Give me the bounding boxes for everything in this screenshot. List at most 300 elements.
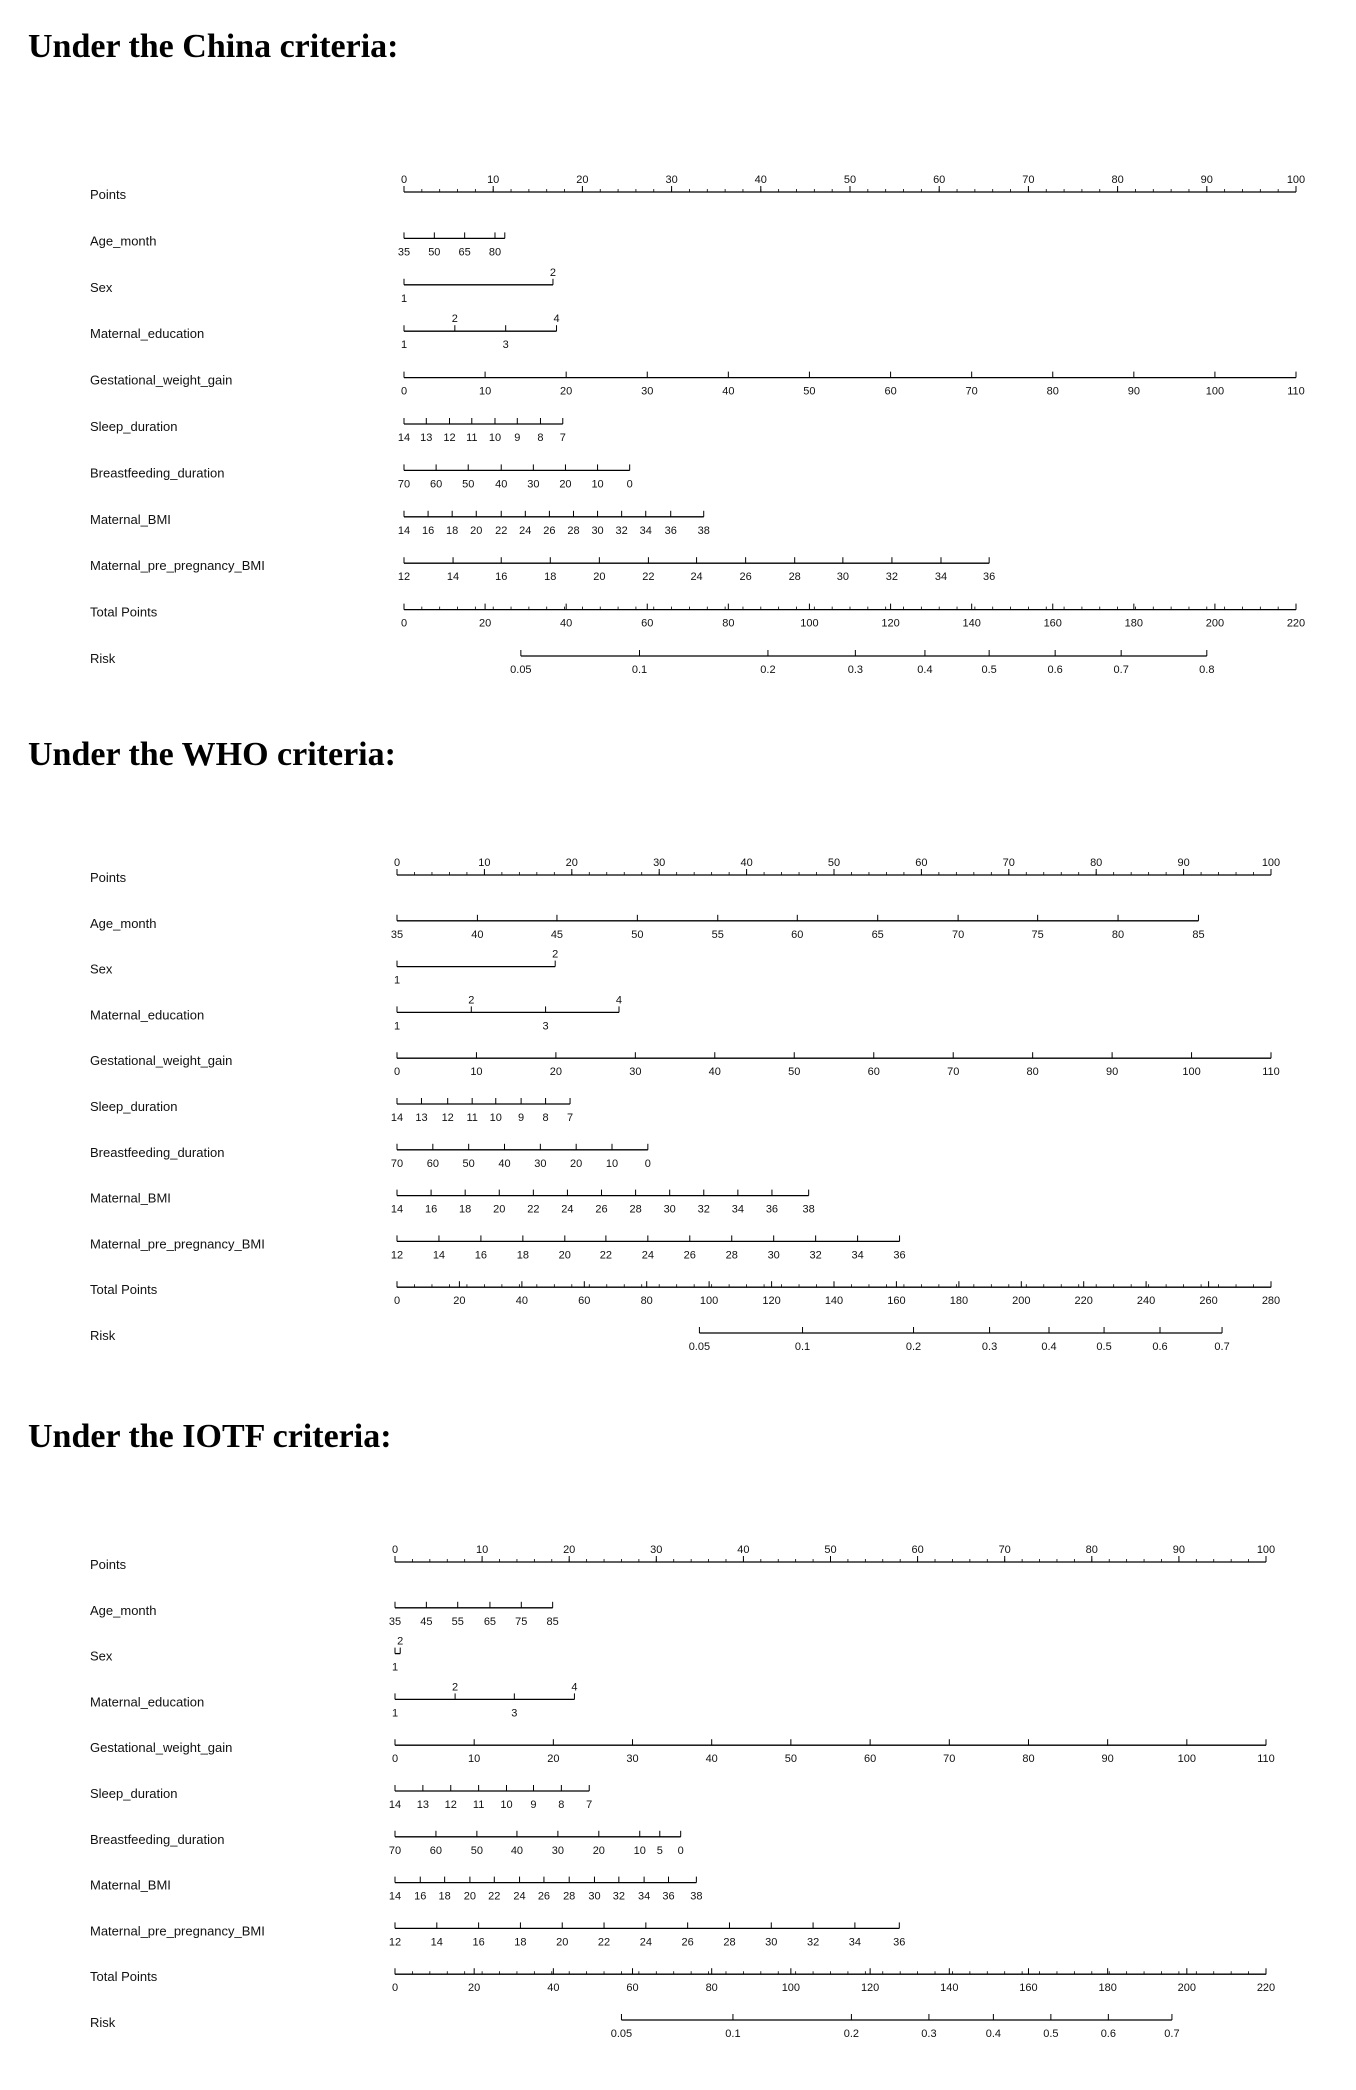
heading-iotf: Under the IOTF criteria: [28, 1418, 392, 1455]
row-sex [90, 1636, 403, 1674]
tick-label-points: 50 [827, 857, 841, 869]
tick-label-gestational-weight-gain: 90 [1105, 1066, 1119, 1079]
tick-label-sleep-duration: 10 [489, 1112, 502, 1124]
tick-label-sleep-duration: 14 [397, 432, 411, 444]
tick-label-breastfeeding-duration: 10 [633, 1844, 646, 1857]
row-gestational-weight-gain [90, 372, 1305, 398]
tick-label-gestational-weight-gain: 70 [965, 385, 978, 398]
tick-label-age-month: 75 [1031, 928, 1044, 941]
row-label-total-points: Total Points [90, 1969, 158, 1985]
tick-label-gestational-weight-gain: 100 [1177, 1753, 1197, 1766]
tick-label-total-points: 0 [400, 617, 408, 630]
tick-label-maternal-education: 1 [400, 339, 408, 352]
tick-label-total-points: 40 [560, 617, 573, 630]
tick-label-risk: 0.7 [1164, 2028, 1180, 2040]
row-risk [90, 2014, 1180, 2040]
tick-label-maternal-pre-pregnancy-bmi: 16 [474, 1249, 488, 1262]
tick-label-maternal-education: 2 [452, 1681, 459, 1694]
tick-label-breastfeeding-duration: 70 [388, 1844, 402, 1857]
row-maternal-pre-pregnancy-bmi [90, 557, 995, 583]
row-maternal-education [90, 313, 560, 351]
row-label-breastfeeding-duration: Breastfeeding_duration [90, 1831, 225, 1847]
tick-label-gestational-weight-gain: 60 [884, 385, 897, 398]
tick-label-risk: 0.8 [1199, 664, 1215, 676]
tick-label-gestational-weight-gain: 30 [629, 1066, 642, 1079]
row-label-age-month: Age_month [90, 1602, 157, 1618]
tick-label-maternal-pre-pregnancy-bmi: 34 [934, 571, 948, 584]
tick-label-age-month: 35 [390, 928, 404, 941]
row-points [90, 1544, 1275, 1572]
tick-label-gestational-weight-gain: 40 [708, 1066, 721, 1079]
row-label-maternal-education: Maternal_education [90, 1007, 205, 1023]
tick-label-gestational-weight-gain: 80 [1022, 1753, 1035, 1766]
tick-label-maternal-bmi: 22 [527, 1203, 540, 1216]
tick-label-points: 90 [1172, 1544, 1186, 1556]
tick-label-maternal-education: 1 [391, 1707, 399, 1720]
tick-label-gestational-weight-gain: 50 [788, 1066, 801, 1079]
tick-label-points: 10 [487, 174, 500, 186]
tick-label-points: 60 [933, 174, 946, 186]
tick-label-maternal-bmi: 30 [588, 1890, 601, 1903]
tick-label-sex: 1 [391, 1661, 399, 1674]
tick-label-total-points: 280 [1261, 1295, 1281, 1308]
tick-label-sleep-duration: 12 [441, 1112, 454, 1124]
tick-label-breastfeeding-duration: 30 [527, 478, 540, 491]
tick-label-maternal-pre-pregnancy-bmi: 30 [836, 571, 849, 584]
tick-label-total-points: 160 [1043, 617, 1062, 630]
row-sleep-duration [90, 1098, 573, 1124]
tick-label-maternal-bmi: 24 [513, 1890, 526, 1903]
tick-label-total-points: 180 [1098, 1982, 1117, 1995]
tick-label-risk: 0.4 [985, 2028, 1002, 2040]
row-sex [90, 267, 556, 305]
tick-label-sleep-duration: 13 [420, 432, 433, 444]
tick-label-maternal-pre-pregnancy-bmi: 14 [432, 1249, 446, 1262]
tick-label-gestational-weight-gain: 80 [1026, 1066, 1039, 1079]
tick-label-gestational-weight-gain: 100 [1182, 1066, 1201, 1079]
tick-label-maternal-pre-pregnancy-bmi: 18 [514, 1936, 527, 1949]
tick-label-risk: 0.5 [1043, 2028, 1059, 2040]
tick-label-age-month: 75 [515, 1615, 528, 1628]
row-label-sleep-duration: Sleep_duration [90, 419, 178, 434]
tick-label-gestational-weight-gain: 100 [1205, 385, 1225, 398]
row-age-month [90, 232, 505, 258]
tick-label-points: 80 [1085, 1544, 1098, 1556]
tick-label-points: 60 [915, 857, 928, 869]
row-breastfeeding-duration [90, 1144, 651, 1170]
tick-label-sleep-duration: 7 [566, 1112, 574, 1124]
tick-label-age-month: 65 [871, 928, 884, 941]
tick-label-points: 90 [1177, 857, 1190, 869]
tick-label-maternal-bmi: 36 [664, 524, 677, 537]
tick-label-total-points: 80 [705, 1982, 718, 1995]
row-label-points: Points [90, 870, 127, 885]
tick-label-total-points: 0 [393, 1295, 401, 1308]
tick-label-gestational-weight-gain: 30 [641, 385, 654, 398]
tick-label-age-month: 45 [420, 1615, 433, 1628]
tick-label-total-points: 20 [453, 1295, 466, 1308]
tick-label-maternal-pre-pregnancy-bmi: 28 [725, 1249, 738, 1262]
tick-label-total-points: 200 [1205, 617, 1225, 630]
heading-who: Under the WHO criteria: [28, 736, 396, 773]
tick-label-maternal-bmi: 38 [690, 1890, 703, 1903]
tick-label-points: 70 [1002, 857, 1015, 869]
tick-label-total-points: 80 [722, 617, 735, 630]
row-gestational-weight-gain [90, 1052, 1280, 1078]
tick-label-total-points: 20 [468, 1982, 481, 1995]
tick-label-maternal-education: 3 [542, 1020, 549, 1033]
tick-label-risk: 0.2 [905, 1341, 922, 1353]
row-label-sex: Sex [90, 279, 113, 295]
tick-label-sex: 1 [400, 292, 408, 305]
tick-label-risk: 0.6 [1047, 664, 1063, 676]
tick-label-points: 60 [911, 1544, 924, 1556]
tick-label-age-month: 40 [471, 928, 484, 941]
row-label-age-month: Age_month [90, 915, 157, 931]
tick-label-total-points: 160 [887, 1295, 906, 1308]
row-age-month [90, 915, 1205, 941]
row-label-sex: Sex [90, 961, 113, 977]
tick-label-gestational-weight-gain: 40 [705, 1753, 718, 1766]
tick-label-breastfeeding-duration: 60 [426, 1157, 439, 1170]
row-label-maternal-education: Maternal_education [90, 326, 205, 342]
tick-label-points: 20 [565, 857, 578, 869]
tick-label-gestational-weight-gain: 30 [626, 1753, 639, 1766]
tick-label-total-points: 220 [1074, 1295, 1093, 1308]
tick-label-points: 100 [1261, 857, 1281, 869]
tick-label-gestational-weight-gain: 50 [784, 1753, 797, 1766]
tick-label-maternal-pre-pregnancy-bmi: 18 [544, 571, 557, 584]
tick-label-maternal-education: 2 [468, 994, 475, 1007]
tick-label-maternal-pre-pregnancy-bmi: 36 [893, 1249, 906, 1262]
tick-label-sleep-duration: 8 [537, 432, 544, 444]
tick-label-sleep-duration: 9 [514, 432, 521, 444]
tick-label-maternal-bmi: 14 [397, 524, 411, 537]
row-label-risk: Risk [90, 1328, 116, 1343]
tick-label-maternal-bmi: 28 [563, 1890, 576, 1903]
tick-label-sleep-duration: 14 [390, 1112, 404, 1124]
tick-label-total-points: 260 [1199, 1295, 1218, 1308]
tick-label-breastfeeding-duration: 40 [495, 478, 508, 491]
tick-label-points: 70 [1022, 174, 1035, 186]
row-points [90, 857, 1280, 885]
tick-label-risk: 0.2 [843, 2028, 860, 2040]
row-maternal-bmi [90, 511, 710, 537]
tick-label-gestational-weight-gain: 60 [867, 1066, 880, 1079]
tick-label-maternal-pre-pregnancy-bmi: 18 [516, 1249, 529, 1262]
tick-label-maternal-pre-pregnancy-bmi: 28 [723, 1936, 736, 1949]
tick-label-age-month: 55 [711, 928, 724, 941]
row-age-month [90, 1602, 559, 1628]
tick-label-risk: 0.4 [1041, 1341, 1057, 1353]
row-label-maternal-pre-pregnancy-bmi: Maternal_pre_pregnancy_BMI [90, 1236, 265, 1252]
tick-label-total-points: 60 [578, 1295, 591, 1308]
tick-label-breastfeeding-duration: 40 [510, 1844, 524, 1857]
tick-label-maternal-bmi: 14 [390, 1203, 404, 1216]
tick-label-maternal-bmi: 24 [519, 524, 532, 537]
tick-label-breastfeeding-duration: 70 [390, 1157, 404, 1170]
tick-label-total-points: 120 [762, 1295, 781, 1308]
tick-label-risk: 0.2 [760, 664, 776, 676]
tick-label-age-month: 35 [397, 246, 411, 259]
tick-label-maternal-bmi: 36 [765, 1203, 779, 1216]
tick-label-gestational-weight-gain: 20 [547, 1753, 560, 1766]
row-risk [90, 650, 1214, 676]
tick-label-total-points: 40 [515, 1295, 529, 1308]
tick-label-maternal-pre-pregnancy-bmi: 26 [681, 1936, 694, 1949]
tick-label-maternal-pre-pregnancy-bmi: 20 [556, 1936, 569, 1949]
tick-label-gestational-weight-gain: 10 [478, 385, 492, 398]
row-breastfeeding-duration [90, 1831, 684, 1857]
tick-label-risk: 0.5 [1096, 1341, 1112, 1353]
row-total-points [90, 604, 1305, 630]
tick-label-points: 30 [653, 857, 666, 869]
tick-label-gestational-weight-gain: 60 [864, 1753, 877, 1766]
tick-label-maternal-pre-pregnancy-bmi: 34 [851, 1249, 864, 1262]
tick-label-maternal-education: 2 [451, 313, 458, 326]
tick-label-gestational-weight-gain: 40 [722, 385, 735, 398]
tick-label-maternal-bmi: 20 [470, 524, 483, 537]
tick-label-gestational-weight-gain: 10 [470, 1066, 483, 1079]
tick-label-maternal-pre-pregnancy-bmi: 12 [397, 571, 411, 584]
row-label-total-points: Total Points [90, 1282, 158, 1298]
tick-label-maternal-bmi: 32 [615, 524, 628, 537]
nomogram-iotf [0, 1520, 1356, 2090]
row-label-maternal-bmi: Maternal_BMI [90, 1877, 171, 1893]
tick-label-sleep-duration: 11 [472, 1799, 485, 1811]
tick-label-maternal-bmi: 26 [595, 1203, 608, 1216]
tick-label-breastfeeding-duration: 30 [534, 1157, 547, 1170]
tick-label-maternal-pre-pregnancy-bmi: 26 [683, 1249, 696, 1262]
tick-label-maternal-bmi: 28 [567, 524, 580, 537]
tick-label-gestational-weight-gain: 20 [549, 1066, 563, 1079]
tick-label-gestational-weight-gain: 70 [943, 1753, 956, 1766]
tick-label-breastfeeding-duration: 0 [677, 1844, 684, 1857]
tick-label-maternal-bmi: 14 [388, 1890, 402, 1903]
tick-label-maternal-education: 1 [393, 1020, 401, 1033]
tick-label-points: 50 [824, 1544, 837, 1556]
tick-label-maternal-pre-pregnancy-bmi: 24 [690, 571, 703, 584]
tick-label-breastfeeding-duration: 50 [470, 1844, 483, 1857]
tick-label-maternal-bmi: 38 [697, 524, 710, 537]
tick-label-sleep-duration: 13 [415, 1112, 428, 1124]
tick-label-maternal-pre-pregnancy-bmi: 12 [388, 1936, 402, 1949]
tick-label-age-month: 80 [488, 246, 502, 259]
tick-label-gestational-weight-gain: 70 [947, 1066, 960, 1079]
tick-label-total-points: 100 [800, 617, 819, 630]
row-label-sex: Sex [90, 1648, 113, 1664]
tick-label-risk: 0.05 [688, 1341, 711, 1353]
tick-label-breastfeeding-duration: 20 [559, 478, 572, 491]
tick-label-breastfeeding-duration: 50 [462, 1157, 475, 1170]
tick-label-maternal-pre-pregnancy-bmi: 26 [739, 571, 752, 584]
tick-label-sleep-duration: 7 [559, 432, 566, 444]
tick-label-maternal-pre-pregnancy-bmi: 20 [593, 571, 606, 584]
tick-label-maternal-bmi: 32 [697, 1203, 710, 1216]
tick-label-maternal-pre-pregnancy-bmi: 16 [472, 1936, 485, 1949]
row-label-sleep-duration: Sleep_duration [90, 1099, 178, 1114]
tick-label-age-month: 85 [1192, 928, 1205, 941]
tick-label-maternal-pre-pregnancy-bmi: 36 [893, 1936, 906, 1949]
tick-label-maternal-bmi: 24 [561, 1203, 574, 1216]
tick-label-sleep-duration: 12 [444, 1799, 457, 1811]
tick-label-total-points: 60 [641, 617, 654, 630]
row-label-risk: Risk [90, 2015, 116, 2030]
tick-label-gestational-weight-gain: 0 [391, 1753, 399, 1766]
row-gestational-weight-gain [90, 1739, 1275, 1765]
tick-label-risk: 0.7 [1113, 664, 1129, 676]
tick-label-total-points: 20 [478, 617, 492, 630]
tick-label-breastfeeding-duration: 60 [429, 478, 443, 491]
tick-label-sleep-duration: 8 [542, 1112, 549, 1124]
tick-label-maternal-pre-pregnancy-bmi: 16 [495, 571, 508, 584]
row-label-gestational-weight-gain: Gestational_weight_gain [90, 372, 233, 388]
nomogram-who [0, 833, 1356, 1403]
tick-label-maternal-pre-pregnancy-bmi: 24 [639, 1936, 652, 1949]
row-maternal-bmi [90, 1877, 702, 1903]
tick-label-points: 30 [665, 174, 678, 186]
tick-label-risk: 0.05 [610, 2028, 633, 2040]
tick-label-age-month: 55 [451, 1615, 464, 1628]
row-points [90, 174, 1305, 202]
row-label-breastfeeding-duration: Breastfeeding_duration [90, 465, 225, 481]
tick-label-points: 0 [400, 174, 408, 186]
tick-label-gestational-weight-gain: 90 [1101, 1753, 1114, 1766]
tick-label-maternal-pre-pregnancy-bmi: 30 [767, 1249, 780, 1262]
tick-label-sleep-duration: 11 [466, 1112, 478, 1124]
tick-label-risk: 0.1 [631, 664, 648, 676]
tick-label-breastfeeding-duration: 30 [551, 1844, 565, 1857]
tick-label-total-points: 100 [699, 1295, 719, 1308]
tick-label-maternal-bmi: 16 [414, 1890, 427, 1903]
tick-label-maternal-pre-pregnancy-bmi: 20 [558, 1249, 571, 1262]
tick-label-total-points: 140 [962, 617, 981, 630]
tick-label-gestational-weight-gain: 0 [393, 1066, 401, 1079]
tick-label-maternal-pre-pregnancy-bmi: 24 [641, 1249, 654, 1262]
tick-label-maternal-pre-pregnancy-bmi: 14 [446, 571, 460, 584]
tick-label-points: 10 [475, 1544, 489, 1556]
tick-label-breastfeeding-duration: 10 [605, 1157, 619, 1170]
tick-label-risk: 0.3 [981, 1341, 998, 1353]
tick-label-points: 40 [737, 1544, 750, 1556]
tick-label-breastfeeding-duration: 70 [397, 478, 411, 491]
tick-label-gestational-weight-gain: 110 [1262, 1066, 1280, 1079]
tick-label-maternal-pre-pregnancy-bmi: 22 [597, 1936, 611, 1949]
row-label-gestational-weight-gain: Gestational_weight_gain [90, 1740, 233, 1756]
tick-label-maternal-bmi: 22 [495, 524, 508, 537]
row-label-breastfeeding-duration: Breastfeeding_duration [90, 1144, 225, 1160]
tick-label-points: 100 [1256, 1544, 1276, 1556]
tick-label-breastfeeding-duration: 50 [462, 478, 475, 491]
tick-label-points: 20 [576, 174, 589, 186]
tick-label-maternal-pre-pregnancy-bmi: 22 [642, 571, 655, 584]
tick-label-maternal-bmi: 18 [438, 1890, 451, 1903]
tick-label-points: 0 [391, 1544, 399, 1556]
tick-label-points: 70 [998, 1544, 1011, 1556]
tick-label-maternal-bmi: 26 [543, 524, 556, 537]
tick-label-breastfeeding-duration: 5 [656, 1844, 663, 1857]
tick-label-sex: 2 [397, 1635, 404, 1648]
tick-label-maternal-bmi: 26 [537, 1890, 551, 1903]
tick-label-total-points: 200 [1012, 1295, 1031, 1308]
tick-label-points: 40 [740, 857, 753, 869]
tick-label-maternal-pre-pregnancy-bmi: 36 [983, 571, 996, 584]
row-risk [90, 1327, 1230, 1353]
tick-label-maternal-bmi: 30 [591, 524, 604, 537]
tick-label-gestational-weight-gain: 50 [803, 385, 816, 398]
tick-label-sleep-duration: 12 [443, 432, 456, 444]
row-sleep-duration [90, 418, 566, 444]
tick-label-gestational-weight-gain: 10 [468, 1753, 481, 1766]
row-total-points [90, 1968, 1275, 1994]
tick-label-sleep-duration: 9 [530, 1799, 537, 1811]
tick-label-risk: 0.6 [1152, 1341, 1168, 1353]
tick-label-maternal-bmi: 32 [612, 1890, 625, 1903]
row-label-maternal-bmi: Maternal_BMI [90, 511, 171, 527]
tick-label-risk: 0.1 [725, 2028, 741, 2040]
tick-label-age-month: 60 [791, 928, 804, 941]
tick-label-risk: 0.4 [917, 664, 933, 676]
tick-label-points: 40 [754, 174, 767, 186]
tick-label-risk: 0.3 [847, 664, 864, 676]
tick-label-maternal-bmi: 20 [463, 1890, 477, 1903]
tick-label-total-points: 120 [860, 1982, 880, 1995]
tick-label-maternal-bmi: 38 [802, 1203, 815, 1216]
tick-label-maternal-bmi: 34 [637, 1890, 651, 1903]
tick-label-maternal-pre-pregnancy-bmi: 14 [430, 1936, 443, 1949]
row-label-total-points: Total Points [90, 604, 158, 620]
tick-label-sleep-duration: 8 [558, 1799, 565, 1811]
tick-label-sex: 1 [393, 974, 401, 987]
tick-label-maternal-bmi: 34 [731, 1203, 744, 1216]
tick-label-total-points: 200 [1177, 1982, 1197, 1995]
tick-label-maternal-bmi: 28 [629, 1203, 642, 1216]
tick-label-breastfeeding-duration: 20 [592, 1844, 605, 1857]
tick-label-risk: 0.6 [1100, 2028, 1116, 2040]
row-sleep-duration [90, 1785, 592, 1811]
tick-label-maternal-bmi: 34 [639, 524, 652, 537]
row-label-gestational-weight-gain: Gestational_weight_gain [90, 1053, 233, 1069]
tick-label-total-points: 100 [781, 1982, 801, 1995]
tick-label-gestational-weight-gain: 0 [400, 385, 408, 398]
tick-label-sleep-duration: 10 [500, 1799, 513, 1811]
tick-label-total-points: 160 [1019, 1982, 1038, 1995]
tick-label-total-points: 240 [1136, 1295, 1156, 1308]
tick-label-maternal-bmi: 18 [446, 524, 459, 537]
nomogram-china [0, 150, 1356, 720]
tick-label-total-points: 220 [1286, 617, 1306, 630]
tick-label-age-month: 50 [631, 928, 644, 941]
row-maternal-education [90, 1681, 577, 1719]
tick-label-sleep-duration: 7 [586, 1799, 593, 1811]
tick-label-age-month: 65 [483, 1615, 497, 1628]
tick-label-points: 20 [563, 1544, 576, 1556]
tick-label-total-points: 180 [949, 1295, 969, 1308]
tick-label-sleep-duration: 10 [488, 432, 502, 444]
tick-label-risk: 0.05 [510, 664, 532, 676]
tick-label-age-month: 70 [951, 928, 965, 941]
tick-label-points: 80 [1111, 174, 1124, 186]
tick-label-sex: 2 [549, 266, 557, 279]
tick-label-age-month: 35 [388, 1615, 402, 1628]
tick-label-gestational-weight-gain: 20 [560, 385, 573, 398]
row-maternal-education [90, 994, 622, 1032]
row-total-points [90, 1281, 1280, 1307]
tick-label-maternal-pre-pregnancy-bmi: 32 [809, 1249, 822, 1262]
row-label-maternal-pre-pregnancy-bmi: Maternal_pre_pregnancy_BMI [90, 1923, 265, 1939]
tick-label-total-points: 220 [1256, 1982, 1276, 1995]
tick-label-maternal-pre-pregnancy-bmi: 34 [848, 1936, 862, 1949]
